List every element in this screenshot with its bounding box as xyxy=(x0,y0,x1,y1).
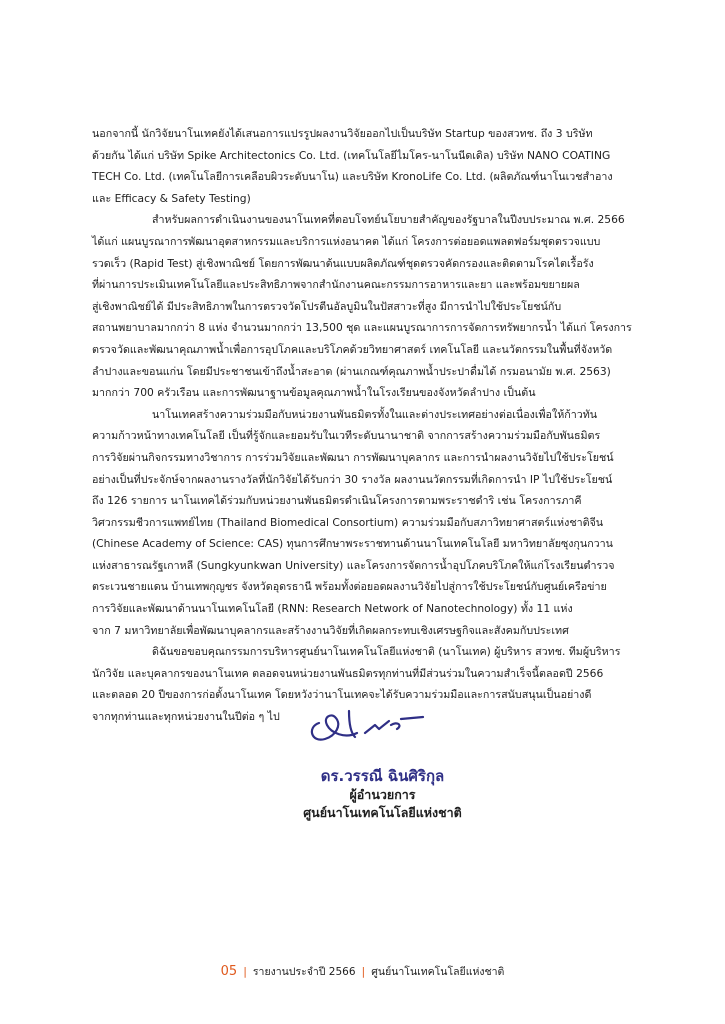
text-line: จาก 7 มหาวิทยาลัยเพื่อพัฒนาบุคลากรและสร้างงานวิจัยที่เกิดผลกระทบเชิงเศรษฐกิจและสังคมกับประเทศ xyxy=(92,623,569,637)
text-line: มากกว่า 700 ครัวเรือน และการพัฒนาฐานข้อมูลคุณภาพน้ำในโรงเรียนของจังหวัดลำปาง เป็นต้น xyxy=(92,386,536,400)
text-line: และตลอด 20 ปีของการก่อตั้งนาโนเทค โดยหวังว่านาโนเทคจะได้รับความร่วมมือและการสนับสนุนเป็นอย่างดี xyxy=(92,688,592,702)
paragraph-startups xyxy=(92,123,642,209)
text-line: ดิฉันขอขอบคุณกรรมการบริหารศูนย์นาโนเทคโนโลยีแห่งชาติ (นาโนเทค) ผู้บริหาร สวทช. ทีมผู้บริหาร xyxy=(152,645,621,659)
text-line: สำหรับผลการดำเนินงานของนาโนเทคที่ตอบโจทย์นโยบายสำคัญของรัฐบาลในปีงบประมาณ พ.ศ. 2566 xyxy=(152,213,625,227)
page-number: 05 xyxy=(220,964,238,979)
text-line: ได้แก่ แผนบูรณาการพัฒนาอุตสาหกรรมและบริการแห่งอนาคต ได้แก่ โครงการต่อยอดแพลตฟอร์มชุดตรวจแบบ xyxy=(92,234,601,248)
text-line: นักวิจัย และบุคลากรของนาโนเทค ตลอดจนหน่วยงานพันธมิตรทุกท่านที่มีส่วนร่วมในความสำเร็จนี้ตลอดปี 2566 xyxy=(92,666,604,680)
text-line: สถานพยาบาลมากกว่า 8 แห่ง จำนวนมากกว่า 13,500 ชุด และแผนบูรณาการการจัดการทรัพยากรน้ำ ได้แก่ โครงการ xyxy=(92,321,632,335)
text-line: ถึง 126 รายการ นาโนเทคได้ร่วมกับหน่วยงานพันธมิตรดำเนินโครงการตามพระราชดำริ เช่น โครงการภาคี xyxy=(92,494,582,508)
paragraph-collaboration xyxy=(92,404,642,642)
text-line: นอกจากนี้ นักวิจัยนาโนเทคยังได้เสนอการแปรรูปผลงานวิจัยออกไปเป็นบริษัท Startup ของสวทช. ถึง 3 บริษัท xyxy=(92,127,593,140)
text-line: ด้วยกัน ได้แก่ บริษัท Spike Architectonics Co. Ltd. (เทคโนโลยีไมโคร-นาโนนีดเดิล) บริษัท NANO COATING xyxy=(92,148,611,162)
text-line: และ Efficacy & Safety Testing) xyxy=(92,191,251,205)
paragraph-policy-results xyxy=(92,209,642,403)
text-line: ตระเวนชายแดน บ้านเทพกุญชร จังหวัดอุดรธานี พร้อมทั้งต่อยอดผลงานวิจัยไปสู่การใช้ประโยชน์กับศูนย์เครือข่าย xyxy=(92,580,607,594)
signatory-title: ผู้อำนวยการ xyxy=(349,787,416,802)
text-line: วิศวกรรมชีวการแพทย์ไทย (Thailand Biomedical Consortium) ความร่วมมือกับสภาวิทยาศาสตร์แห่งชาติจีน xyxy=(92,515,604,529)
footer-report-title: รายงานประจำปี 2566 xyxy=(252,966,356,978)
text-line: TECH Co. Ltd. (เทคโนโลยีการเคลือบผิวระดับนาโน) และบริษัท KronoLife Co. Ltd. (ผลิตภัณฑ์นาโนเวชสำอาง xyxy=(92,170,613,184)
text-line: แห่งสาธารณรัฐเกาหลี (Sungkyunkwan University) และโครงการจัดการน้ำอุปโภคบริโภคให้แก่โรงเรียนตำรวจ xyxy=(92,558,615,572)
text-line: รวดเร็ว (Rapid Test) สู่เชิงพาณิชย์ โดยการพัฒนาต้นแบบผลิตภัณฑ์ชุดตรวจคัดกรองและติดตามโรคไตเรื้อรัง xyxy=(92,256,594,270)
text-line: (Chinese Academy of Science: CAS) ทุนการศึกษาพระราชทานด้านนาโนเทคโนโลยี มหาวิทยาลัยซุงกุนกวาน xyxy=(92,537,613,551)
text-line: ตรวจวัดและพัฒนาคุณภาพน้ำเพื่อการอุปโภคและบริโภคด้วยวิทยาศาสตร์ เทคโนโลยี และนวัตกรรมในพื้นที่จังหวัด xyxy=(92,342,613,356)
text-line: การวิจัยและพัฒนาด้านนาโนเทคโนโลยี (RNN: Research Network of Nanotechnology) ทั้ง 11 แห่ง xyxy=(92,602,573,616)
signatory-name: ดร.วรรณี ฉินศิริกุล xyxy=(320,767,445,785)
page-footer xyxy=(0,963,725,980)
text-line: จากทุกท่านและทุกหน่วยงานในปีต่อ ๆ ไป xyxy=(92,710,280,724)
text-line: ที่ผ่านการประเมินเทคโนโลยีและประสิทธิภาพจากสำนักงานคณะกรรมการอาหารและยา และพร้อมขยายผล xyxy=(92,278,580,292)
text-line: ความก้าวหน้าทางเทคโนโลยี เป็นที่รู้จักและยอมรับในเวทีระดับนานาชาติ จากการสร้างความร่วมมือกับพันธมิตร xyxy=(92,429,601,443)
handwritten-signature xyxy=(305,703,430,753)
signatory-organization: ศูนย์นาโนเทคโนโลยีแห่งชาติ xyxy=(303,805,462,820)
text-line: การวิจัยผ่านกิจกรรมทางวิชาการ การร่วมวิจัยและพัฒนา การพัฒนาบุคลากร และการนำผลงานวิจัยไปใช้ประโยชน์ xyxy=(92,450,614,464)
text-line: สู่เชิงพาณิชย์ได้ มีประสิทธิภาพในการตรวจวัดโปรตีนอัลบูมินในปัสสาวะที่สูง มีการนำไปใช้ประโยชน์กับ xyxy=(92,299,562,313)
footer-divider: | xyxy=(243,965,247,978)
text-line: อย่างเป็นที่ประจักษ์จากผลงานรางวัลที่นักวิจัยได้รับกว่า 30 รางวัล ผลงานนวัตกรรมที่เกิดการนำ IP ไปใช้ประโยชน์ xyxy=(92,472,613,486)
footer-divider: | xyxy=(361,965,366,978)
body-text xyxy=(92,123,642,728)
footer-organization: ศูนย์นาโนเทคโนโลยีแห่งชาติ xyxy=(371,966,505,978)
text-line: นาโนเทคสร้างความร่วมมือกับหน่วยงานพันธมิตรทั้งในและต่างประเทศอย่างต่อเนื่องเพื่อให้ก้าวทัน xyxy=(152,407,598,421)
text-line: ลำปางและขอนแก่น โดยมีประชาชนเข้าถึงน้ำสะอาด (ผ่านเกณฑ์คุณภาพน้ำประปาดื่มได้ กรมอนามัย พ.ศ. 2563) xyxy=(92,364,611,378)
